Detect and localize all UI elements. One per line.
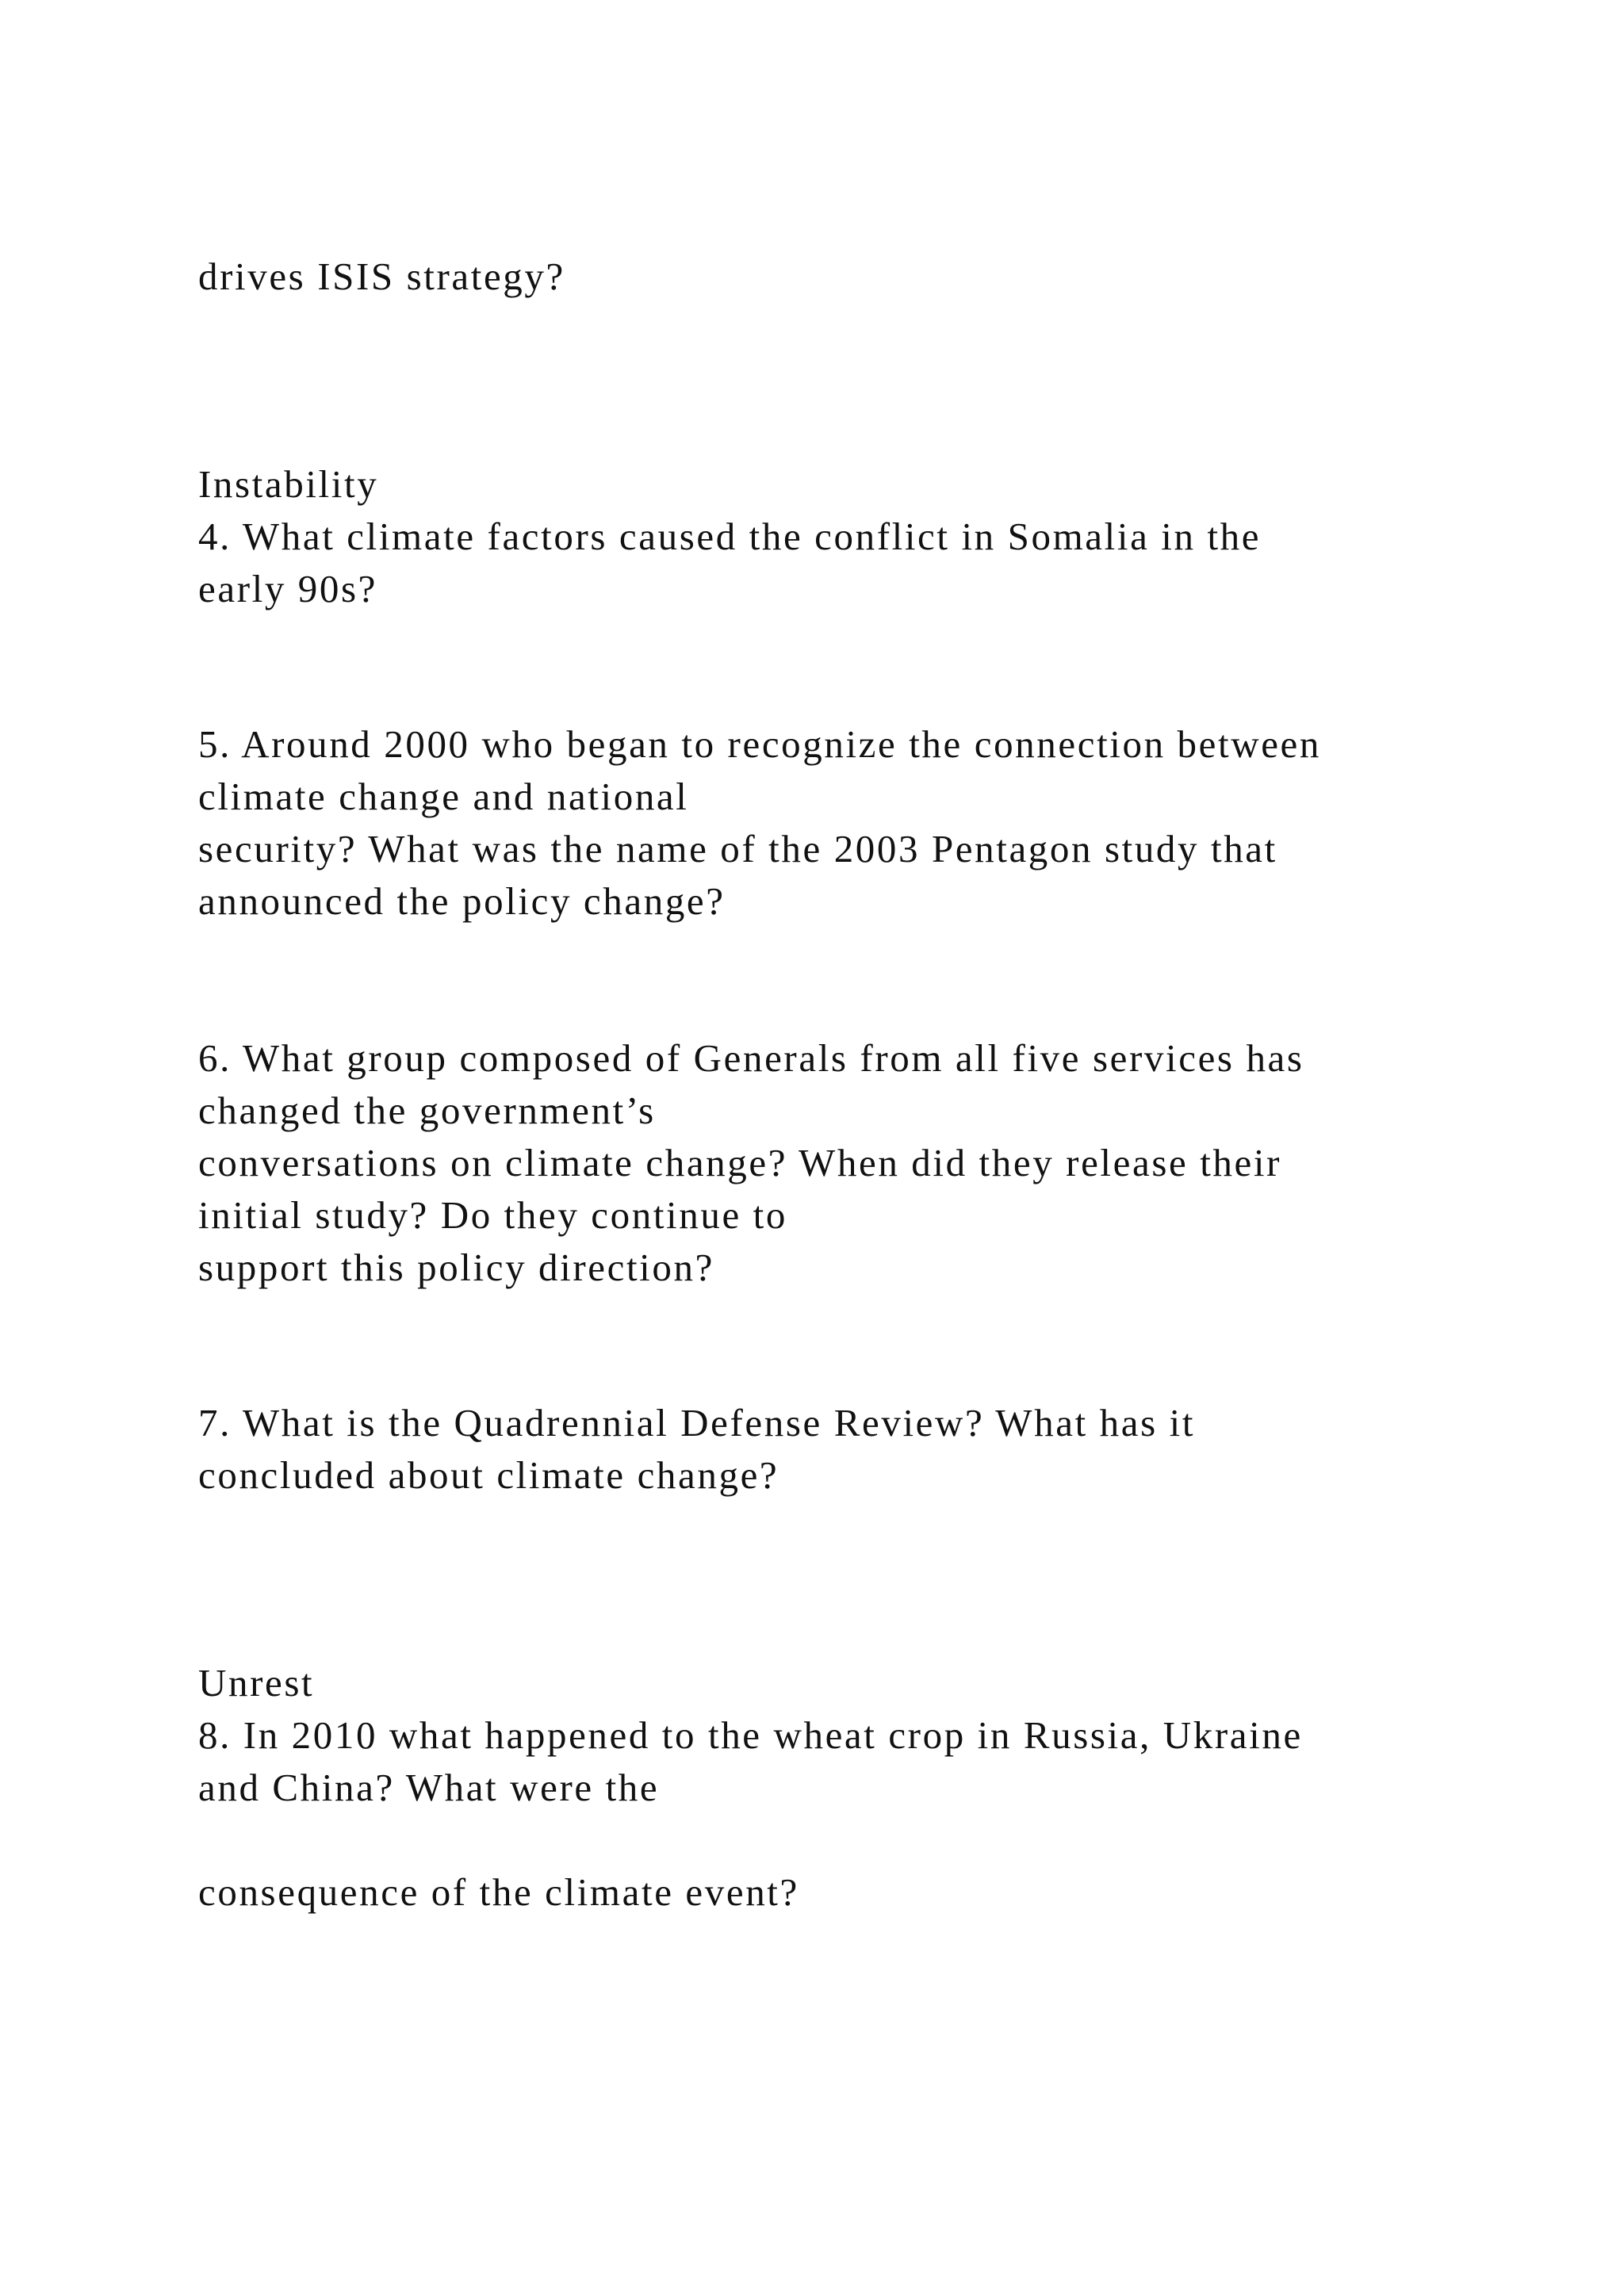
question-8-line-2: and China? What were the	[198, 1766, 660, 1809]
question-5-line-4: announced the policy change?	[198, 879, 726, 923]
text-line-isis-strategy: drives ISIS strategy?	[198, 254, 565, 298]
question-6-line-1: 6. What group composed of Generals from all five services has	[198, 1036, 1304, 1080]
question-4-line-2: early 90s?	[198, 567, 377, 610]
question-6-line-3: conversations on climate change? When did they release their	[198, 1141, 1281, 1184]
section-heading-unrest: Unrest	[198, 1661, 315, 1705]
question-7-line-2: concluded about climate change?	[198, 1453, 779, 1497]
question-5-line-1: 5. Around 2000 who began to recognize the connection between	[198, 722, 1322, 766]
question-5-line-2: climate change and national	[198, 775, 689, 818]
question-8-line-3: consequence of the climate event?	[198, 1870, 799, 1914]
question-7-line-1: 7. What is the Quadrennial Defense Review? What has it	[198, 1401, 1196, 1445]
question-6-line-4: initial study? Do they continue to	[198, 1193, 787, 1237]
question-4-line-1: 4. What climate factors caused the conflict in Somalia in the	[198, 515, 1262, 558]
question-8-line-1: 8. In 2010 what happened to the wheat crop in Russia, Ukraine	[198, 1713, 1303, 1757]
question-6-line-2: changed the government’s	[198, 1089, 656, 1132]
question-5-line-3: security? What was the name of the 2003 Pentagon study that	[198, 827, 1277, 871]
question-6-line-5: support this policy direction?	[198, 1246, 714, 1289]
section-heading-instability: Instability	[198, 462, 379, 506]
